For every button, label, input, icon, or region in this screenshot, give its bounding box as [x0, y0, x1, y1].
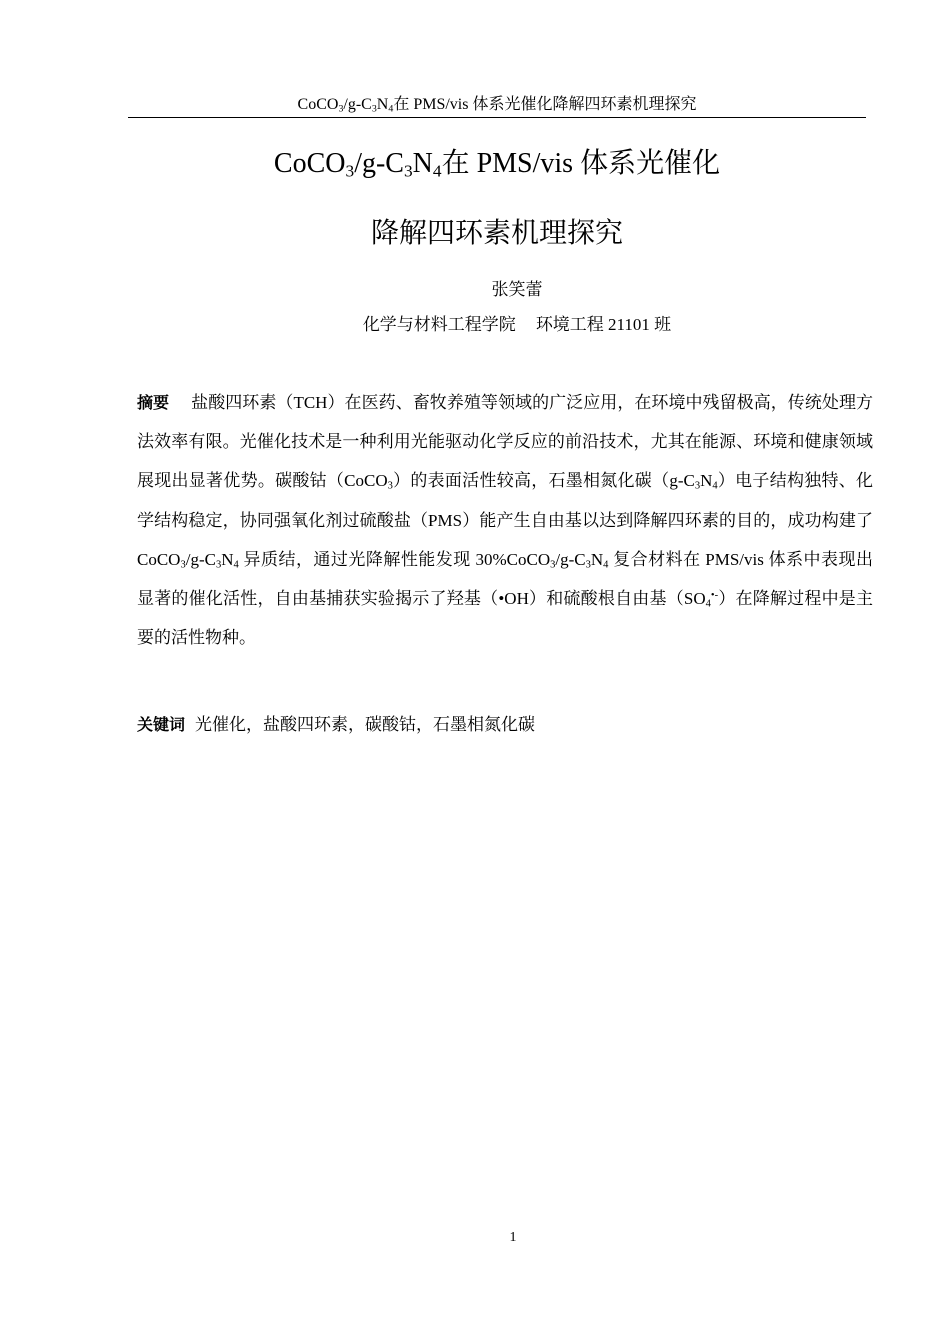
title-text: /g-C	[354, 148, 404, 179]
title-text: CoCO	[273, 148, 346, 179]
abstract-text: ）的表面活性较高，石墨相氮化碳（g-C	[392, 471, 695, 491]
header-text: /g-C	[343, 96, 372, 113]
abstract-superscript: •-	[710, 590, 719, 602]
abstract-subscript: 3	[215, 559, 222, 571]
abstract-subscript: 3	[387, 481, 393, 493]
abstract-text: N	[700, 471, 713, 491]
title-subscript: 3	[345, 161, 355, 181]
abstract-text: /g-C	[555, 549, 586, 569]
title-subscript: 4	[432, 161, 442, 181]
header-text: CoCO	[297, 96, 339, 113]
abstract-subscript: 3	[585, 559, 591, 571]
abstract-text: 异质结，通过光降解性能发现 30%CoCO	[238, 549, 551, 569]
page-number: 1	[509, 1230, 517, 1245]
header-subscript: 3	[371, 103, 377, 115]
abstract-subscript: 3	[694, 481, 701, 493]
abstract-subscript: 4	[233, 559, 239, 571]
abstract-text: ）电子结构独特、化学结构稳定，协同强氧化剂过硫酸盐（PMS）能产生自由基以达到降解四环素的目的，成功构建了 CoCO	[137, 471, 873, 569]
title-text: N	[412, 148, 433, 179]
abstract-subscript: 4	[603, 559, 609, 571]
abstract-subscript: 3	[550, 559, 556, 571]
abstract-text: ）在降解过程中是主要的活性物种。	[137, 589, 873, 648]
running-header	[128, 94, 866, 116]
abstract-text: /g-C	[185, 549, 216, 569]
author-affiliation	[128, 314, 906, 336]
header-subscript: 4	[388, 103, 394, 115]
abstract-text: 盐酸四环素（TCH）在医药、畜牧养殖等领域的广泛应用，在环境中残留极高，传统处理方法效率有限。光催化技术是一种利用光能驱动化学反应的前沿技术，尤其在能源、环境和健康领域展现出显著优势。碳酸钴（CoCO	[137, 393, 873, 491]
keywords-line	[137, 711, 873, 739]
title-subscript: 3	[403, 161, 413, 181]
affiliation-school: 化学与材料工程学院	[362, 315, 516, 334]
abstract-paragraph	[137, 383, 873, 657]
abstract-subscript: 4	[712, 481, 718, 493]
header-text: 在 PMS/vis 体系光催化降解四环素机理探究	[393, 96, 697, 113]
paper-title-line-2: 降解四环素机理探究	[370, 218, 623, 249]
abstract-text: N	[221, 549, 234, 569]
abstract-label: 摘要	[137, 393, 170, 412]
abstract-text: N	[590, 549, 604, 569]
paper-title-line-1	[128, 146, 866, 182]
title-text: 在 PMS/vis 体系光催化	[441, 148, 721, 179]
header-text: N	[376, 96, 389, 113]
abstract-text: 复合材料在 PMS/vis 体系中表现出显著的催化活性，自由基捕获实验揭示了羟基（•OH）和硫酸根自由基（SO	[137, 549, 873, 609]
header-subscript: 3	[338, 103, 344, 115]
abstract-subscript: 4	[705, 598, 711, 610]
author-name: 张笑蕾	[491, 280, 543, 299]
affiliation-class: 环境工程 21101 班	[535, 315, 672, 334]
keywords-label: 关键词	[137, 715, 186, 734]
keywords-text: 光催化，盐酸四环素，碳酸钴，石墨相氮化碳	[195, 715, 536, 734]
header-rule	[128, 117, 866, 118]
abstract-subscript: 3	[180, 559, 186, 571]
